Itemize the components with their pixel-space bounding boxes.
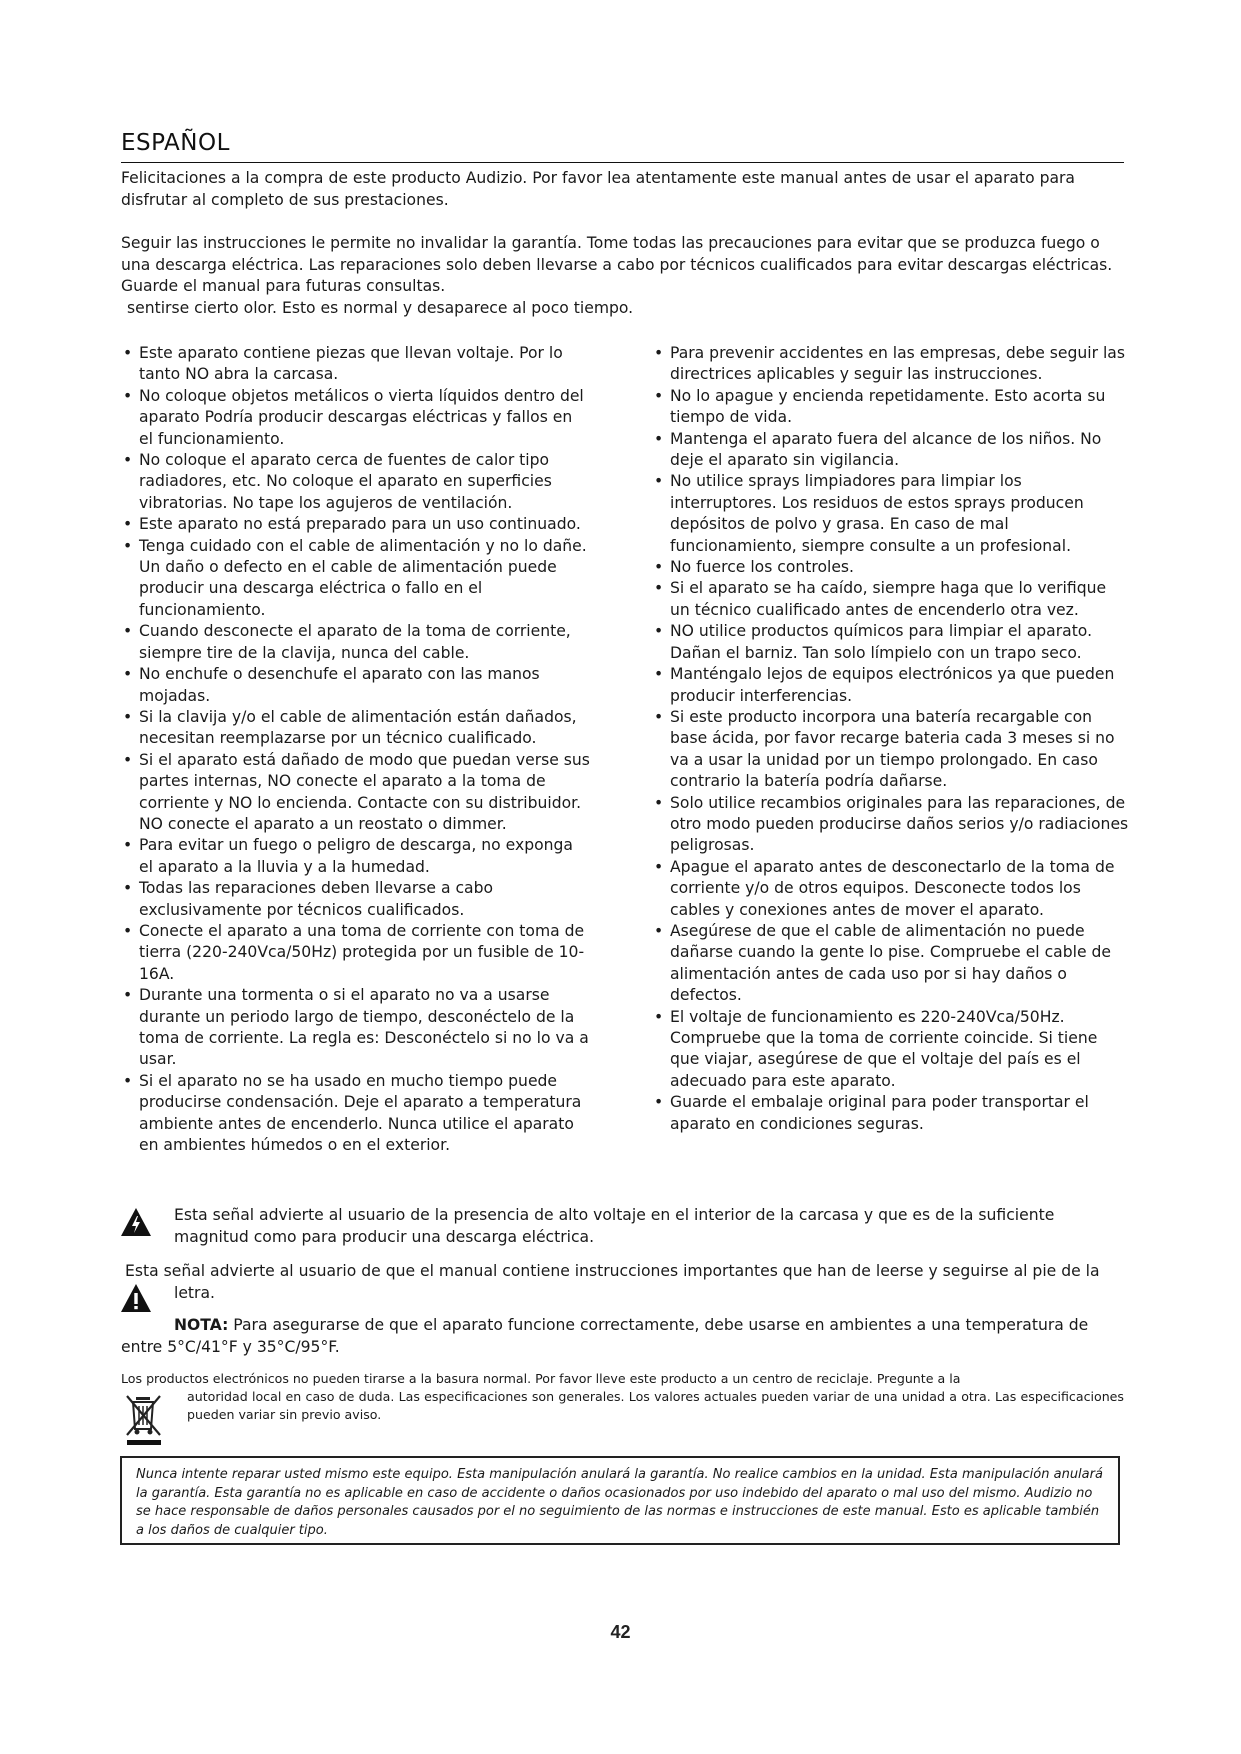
intro-paragraph-2: Seguir las instrucciones le permite no invalidar la garantía. Tome todas las precauciones para evitar que se produzca fuego o una descarga eléctrica. Las reparaciones solo deben llevarse a cabo por técnicos cualificados para evitar descargas eléctricas. Guarde el manual para futuras consultas. <box>121 234 1113 295</box>
list-item: • Este aparato no está preparado para un uso continuado. <box>121 514 591 535</box>
list-item: • NO utilice productos químicos para limpiar el aparato. Dañan el barniz. Tan solo límpielo con un trapo seco. <box>652 621 1130 664</box>
heading-rule <box>121 162 1124 163</box>
list-item: • Si la clavija y/o el cable de alimentación están dañados, necesitan reemplazarse por un técnico cualificado. <box>121 707 591 750</box>
list-item: • No lo apague y encienda repetidamente. Esto acorta su tiempo de vida. <box>652 386 1130 429</box>
list-item: • El voltaje de funcionamiento es 220-240Vca/50Hz. Compruebe que la toma de corriente coincide. Si tiene que viajar, asegúrese de que el voltaje del país es el adecuado para este aparato. <box>652 1007 1130 1093</box>
page-number: 42 <box>610 1622 631 1642</box>
note-label: NOTA: <box>174 1316 229 1334</box>
recycling-line-1: Los productos electrónicos no pueden tirarse a la basura normal. Por favor lleve este producto a un centro de reciclaje. Pregunte a la <box>121 1371 961 1386</box>
temperature-note <box>121 1315 1121 1358</box>
list-item: • Asegúrese de que el cable de alimentación no puede dañarse cuando la gente lo pise. Compruebe el cable de alimentación antes de cada uso por si hay daños o defectos. <box>652 921 1130 1007</box>
list-item: • Todas las reparaciones deben llevarse a cabo exclusivamente por técnicos cualificados. <box>121 878 591 921</box>
manual-warning-line-1: Esta señal advierte al usuario de que el manual contiene instrucciones importantes que han de leerse y seguirse al pie de la <box>125 1262 1100 1280</box>
high-voltage-warning-icon <box>120 1207 152 1237</box>
list-item: • Si el aparato no se ha usado en mucho tiempo puede producirse condensación. Deje el aparato a temperatura ambiente antes de encenderlo. Nunca utilice el aparato en ambientes húmedos o en el exterior. <box>121 1071 591 1157</box>
intro-paragraph-3: sentirse cierto olor. Esto es normal y desaparece al poco tiempo. <box>127 299 634 317</box>
list-item: • Si el aparato se ha caído, siempre haga que lo verifique un técnico cualificado antes de encenderlo otra vez. <box>652 578 1130 621</box>
list-item: • No utilice sprays limpiadores para limpiar los interruptores. Los residuos de estos sprays producen depósitos de polvo y grasa. En caso de mal funcionamiento, siempre consulte a un profesional. <box>652 471 1130 557</box>
list-item: • Solo utilice recambios originales para las reparaciones, de otro modo pueden producirse daños serios y/o radiaciones peligrosas. <box>652 793 1130 857</box>
disclaimer-text: Nunca intente reparar usted mismo este equipo. Esta manipulación anulará la garantía. No realice cambios en la unidad. Esta manipulación anulará la garantía. Esta garantía no es aplicable en caso de accidente o daños ocasionados por uso indebido del aparato o mal uso del mismo. Audizio no se hace responsable de daños personales causados por el no seguimiento de las normas e instrucciones de este manual. Esto es aplicable también a los daños de cualquier tipo. <box>136 1467 1103 1538</box>
note-text: Para asegurarse de que el aparato funcione correctamente, debe usarse en ambientes a una temperatura de entre 5°C/41°F y 35°C/95°F. <box>121 1316 1089 1356</box>
list-item: • Si el aparato está dañado de modo que puedan verse sus partes internas, NO conecte el aparato a la toma de corriente y NO lo encienda. Contacte con su distribuidor. NO conecte el aparato a un reostato o dimmer. <box>121 750 591 836</box>
disclaimer-box <box>120 1456 1120 1545</box>
list-item: • Cuando desconecte el aparato de la toma de corriente, siempre tire de la clavija, nunca del cable. <box>121 621 591 664</box>
list-item: • Manténgalo lejos de equipos electrónicos ya que pueden producir interferencias. <box>652 664 1130 707</box>
voltage-warning-text: Esta señal advierte al usuario de la presencia de alto voltaje en el interior de la carcasa y que es de la suficiente magnitud como para producir una descarga eléctrica. <box>174 1206 1055 1246</box>
list-item: • No fuerce los controles. <box>652 557 1130 578</box>
list-item: • Mantenga el aparato fuera del alcance de los niños. No deje el aparato sin vigilancia. <box>652 429 1130 472</box>
recycling-rest: autoridad local en caso de duda. Las especificaciones son generales. Los valores actuales pueden variar de una unidad a otra. Las especificaciones pueden variar sin previo aviso. <box>187 1389 1124 1422</box>
crossed-out-bin-icon <box>124 1393 166 1447</box>
list-item: • Apague el aparato antes de desconectarlo de la toma de corriente y/o de otros equipos. Desconecte todos los cables y conexiones antes de mover el aparato. <box>652 857 1130 921</box>
list-item: • No coloque el aparato cerca de fuentes de calor tipo radiadores, etc. No coloque el aparato en superficies vibratorias. No tape los agujeros de ventilación. <box>121 450 591 514</box>
list-item: • Para prevenir accidentes en las empresas, debe seguir las directrices aplicables y seguir las instrucciones. <box>652 343 1130 386</box>
list-item: • Para evitar un fuego o peligro de descarga, no exponga el aparato a la lluvia y a la humedad. <box>121 835 591 878</box>
recycling-notice <box>121 1370 1124 1424</box>
intro-paragraph-1: Felicitaciones a la compra de este producto Audizio. Por favor lea atentamente este manual antes de usar el aparato para disfrutar al completo de sus prestaciones. <box>121 169 1075 209</box>
list-item: • Conecte el aparato a una toma de corriente con toma de tierra (220-240Vca/50Hz) protegida por un fusible de 10-16A. <box>121 921 591 985</box>
list-item: • No coloque objetos metálicos o vierta líquidos dentro del aparato Podría producir descargas eléctricas y fallos en el funcionamiento. <box>121 386 591 450</box>
list-item: • Si este producto incorpora una batería recargable con base ácida, por favor recarge bateria cada 3 meses si no va a usar la unidad por un tiempo prolongado. En caso contrario la batería podría dañarse. <box>652 707 1130 793</box>
list-item: • Durante una tormenta o si el aparato no va a usarse durante un periodo largo de tiempo, desconéctelo de la toma de corriente. La regla es: Desconéctelo si no lo va a usar. <box>121 985 591 1071</box>
manual-warning-text <box>125 1261 1125 1304</box>
list-item: • Tenga cuidado con el cable de alimentación y no lo dañe. Un daño o defecto en el cable de alimentación puede producir una descarga eléctrica o fallo en el funcionamiento. <box>121 536 591 622</box>
list-item: • Guarde el embalaje original para poder transportar el aparato en condiciones seguras. <box>652 1092 1130 1135</box>
section-heading: ESPAÑOL <box>121 130 230 156</box>
list-item: • Este aparato contiene piezas que llevan voltaje. Por lo tanto NO abra la carcasa. <box>121 343 591 386</box>
manual-warning-line-2: letra. <box>174 1283 215 1302</box>
safety-list-left <box>121 343 591 1156</box>
safety-list-right <box>652 343 1130 1135</box>
list-item: • No enchufe o desenchufe el aparato con las manos mojadas. <box>121 664 591 707</box>
